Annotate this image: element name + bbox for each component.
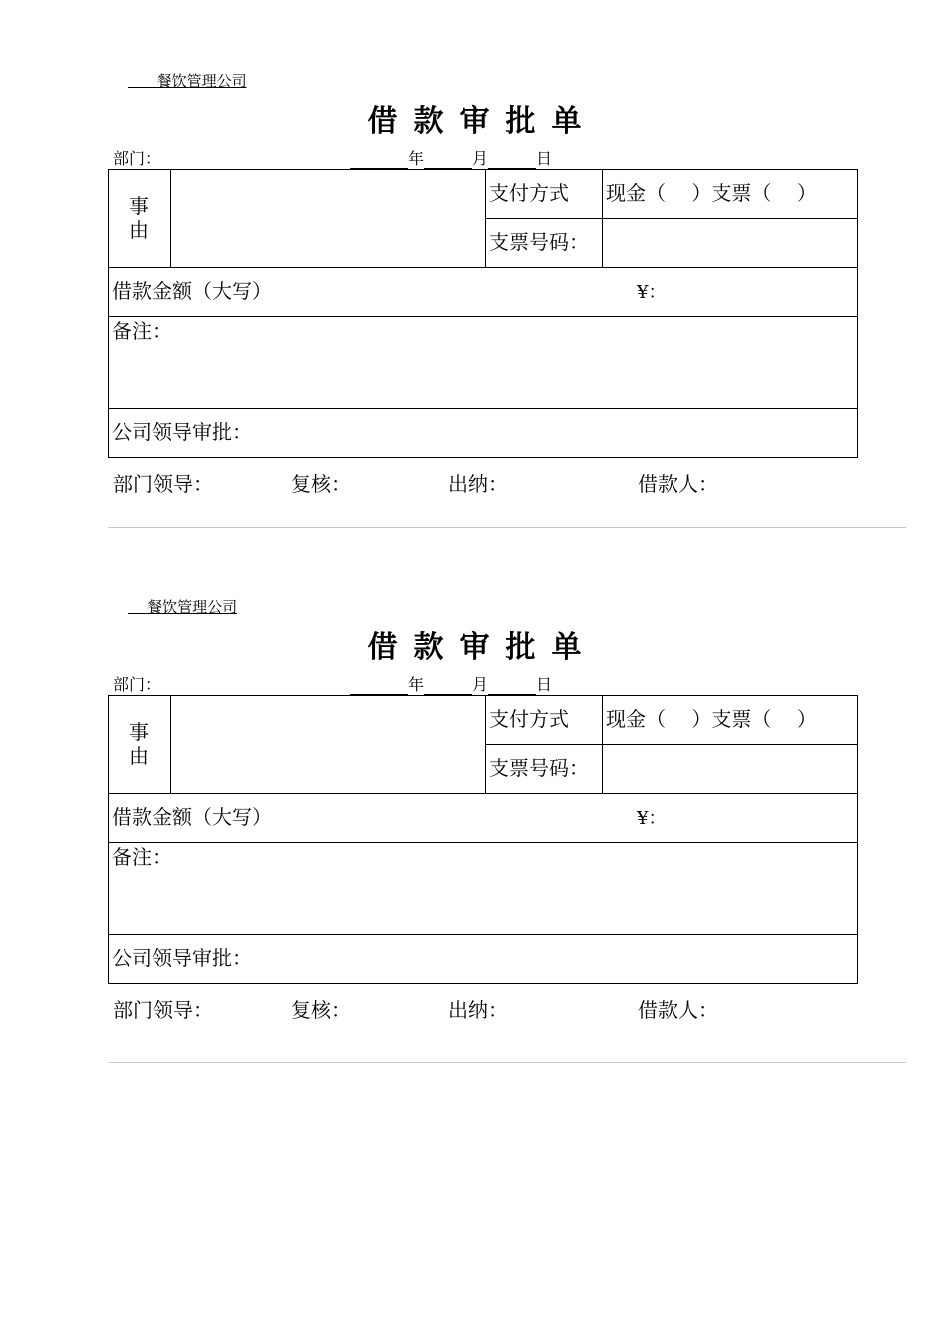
day-blank[interactable] xyxy=(488,152,536,169)
day-blank[interactable] xyxy=(488,678,536,695)
company-name: 餐饮管理公司 xyxy=(156,72,247,90)
payment-method-label: 支付方式 xyxy=(489,707,569,731)
borrower-signature: 借款人： xyxy=(638,472,718,496)
check-number-field[interactable] xyxy=(606,221,854,263)
form-table xyxy=(108,169,858,458)
loan-approval-form-2 xyxy=(0,526,950,1026)
currency-label: ¥： xyxy=(637,808,667,829)
remarks-label: 备注： xyxy=(112,319,172,343)
form-table xyxy=(108,695,858,984)
cashier-signature: 出纳： xyxy=(448,998,508,1022)
separator-line xyxy=(108,1062,906,1063)
borrower-signature: 借款人： xyxy=(638,998,718,1022)
month-blank[interactable] xyxy=(424,678,472,695)
dept-leader-signature: 部门领导： xyxy=(113,998,213,1022)
cashier-signature: 出纳： xyxy=(448,472,508,496)
reviewer-signature: 复核： xyxy=(291,998,351,1022)
year-blank[interactable] xyxy=(350,152,408,169)
date-line: 年 月 日 xyxy=(350,672,552,695)
check-number-label: 支票号码： xyxy=(489,756,589,780)
reason-field[interactable] xyxy=(172,171,482,265)
reason-label: 事由 xyxy=(129,720,149,768)
dept-leader-signature: 部门领导： xyxy=(113,472,213,496)
currency-label: ¥： xyxy=(637,282,667,303)
loan-approval-form-1 xyxy=(0,0,950,500)
company-name: 餐饮管理公司 xyxy=(147,598,238,616)
year-blank[interactable] xyxy=(350,678,408,695)
reason-label: 事由 xyxy=(129,194,149,242)
department-label: 部门： xyxy=(113,149,162,168)
date-line: 年 月 日 xyxy=(350,146,552,169)
check-number-field[interactable] xyxy=(606,747,854,789)
reviewer-signature: 复核： xyxy=(291,472,351,496)
department-label: 部门： xyxy=(113,675,162,694)
remarks-label: 备注： xyxy=(112,845,172,869)
loan-amount-label: 借款金额（大写） xyxy=(112,279,272,303)
form-title: 借款审批单 xyxy=(367,104,598,139)
month-blank[interactable] xyxy=(424,152,472,169)
check-number-label: 支票号码： xyxy=(489,230,589,254)
payment-options[interactable]: 现金（ ）支票（ ） xyxy=(606,707,817,731)
reason-field[interactable] xyxy=(172,697,482,791)
loan-amount-label: 借款金额（大写） xyxy=(112,805,272,829)
approval-label: 公司领导审批： xyxy=(112,420,252,444)
payment-method-label: 支付方式 xyxy=(489,181,569,205)
payment-options[interactable]: 现金（ ）支票（ ） xyxy=(606,181,817,205)
form-title: 借款审批单 xyxy=(367,630,598,665)
approval-label: 公司领导审批： xyxy=(112,946,252,970)
